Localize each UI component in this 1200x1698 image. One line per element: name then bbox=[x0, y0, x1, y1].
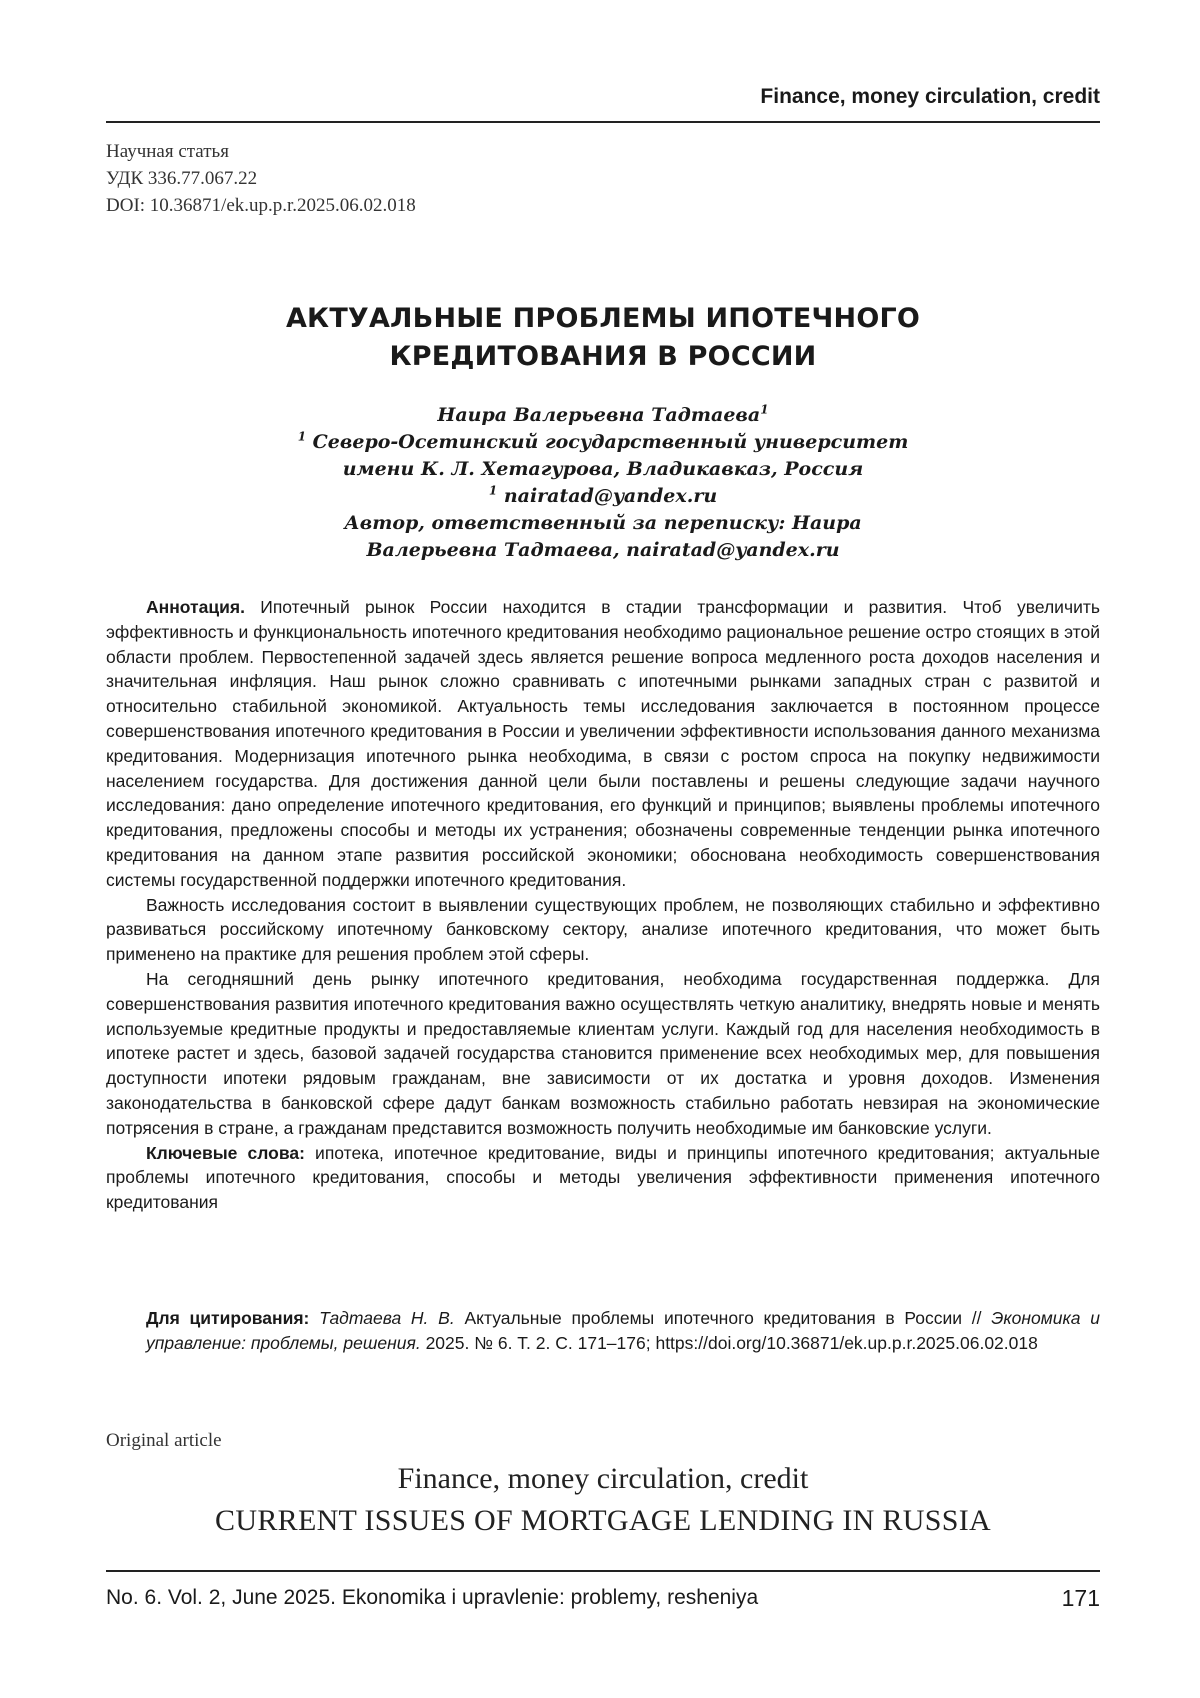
journal-page bbox=[0, 0, 1200, 1698]
article-meta bbox=[106, 138, 416, 219]
abstract-paragraph-3: На сегодняшний день рынку ипотечного кредитования, необходима государственная поддержка. Для совершенствования развития ипотечного кредитования важно осуществлять четкую аналитику, внедрять новые и менять используемые кредитные продукты и предоставляемые клиентам услуги. Каждый год для населения необходимость в ипотеке растет и здесь, базовой задачей государства становится применение всех необходимых мер, для повышения доступности ипотеки рядовым гражданам, вне зависимости от их достатка и уровня доходов. Изменения законодательства в банковской сфере дадут банкам возможность стабильно работать невзирая на экономические потрясения в стране, а гражданам представится возможность получить необходимые им банковские услуги. bbox=[106, 967, 1100, 1141]
citation-details: 2025. № 6. Т. 2. С. 171–176; https://doi.org/10.36871/ek.up.p.r.2025.06.02.018 bbox=[426, 1333, 1038, 1353]
header-rule bbox=[106, 121, 1100, 123]
citation-journal: Экономика и управление: проблемы, решения. bbox=[146, 1308, 1100, 1353]
keywords-text: ипотека, ипотечное кредитование, виды и принципы ипотечного кредитования; актуальные проблемы ипотечного кредитования, способы и методы увеличения эффективности применения ипотечного кредитования bbox=[106, 1143, 1100, 1213]
english-rubric: Finance, money circulation, credit bbox=[106, 1460, 1100, 1498]
citation-block bbox=[146, 1306, 1100, 1356]
abstract-paragraph-2: Важность исследования состоит в выявлении существующих проблем, не позволяющих стабильно и эффективно развиваться российскому ипотечному банковскому сектору, анализе ипотечного кредитования, что может быть применено на практике для решения проблем этой сферы. bbox=[106, 893, 1100, 967]
author-name: Наира Валерьевна Тадтаева bbox=[437, 404, 760, 426]
affiliation-line-2: имени К. Л. Хетагурова, Владикавказ, Россия bbox=[106, 456, 1100, 483]
keywords-label: Ключевые слова: bbox=[146, 1143, 305, 1163]
correspondence-line-1: Автор, ответственный за переписку: Наира bbox=[106, 510, 1100, 537]
affiliation-line-1 bbox=[106, 429, 1100, 456]
title-line-2: КРЕДИТОВАНИЯ В РОССИИ bbox=[106, 338, 1100, 376]
citation-label: Для цитирования: bbox=[146, 1308, 309, 1328]
page-number: 171 bbox=[1062, 1584, 1100, 1612]
author-name-line bbox=[106, 402, 1100, 429]
author-sup: 1 bbox=[760, 403, 768, 417]
article-title-ru bbox=[106, 300, 1100, 376]
citation-author: Тадтаева Н. В. bbox=[319, 1308, 455, 1328]
keywords-paragraph bbox=[106, 1141, 1100, 1215]
author-email[interactable]: nairatad@yandex.ru bbox=[504, 485, 717, 507]
running-header: Finance, money circulation, credit bbox=[106, 84, 1100, 110]
footer-journal-info: No. 6. Vol. 2, June 2025. Ekonomika i upravlenie: problemy, resheniya bbox=[106, 1584, 758, 1612]
affiliation-sup: 1 bbox=[298, 430, 306, 444]
footer-rule bbox=[106, 1570, 1100, 1572]
title-line-1: АКТУАЛЬНЫЕ ПРОБЛЕМЫ ИПОТЕЧНОГО bbox=[106, 300, 1100, 338]
abstract-label: Аннотация. bbox=[146, 597, 245, 617]
article-title-en: CURRENT ISSUES OF MORTGAGE LENDING IN RUSSIA bbox=[106, 1502, 1100, 1540]
doi[interactable]: DOI: 10.36871/ek.up.p.r.2025.06.02.018 bbox=[106, 192, 416, 219]
udc-code: УДК 336.77.067.22 bbox=[106, 165, 416, 192]
abstract-text-1: Ипотечный рынок России находится в стадии трансформации и развития. Чтоб увеличить эффективность и функциональность ипотечного кредитования необходимо рациональное решение остро стоящих в этой области проблем. Первостепенной задачей здесь является решение вопроса медленного роста доходов населения и значительная инфляция. Наш рынок сложно сравнивать с ипотечными рынками западных стран с развитой и относительно стабильной экономикой. Актуальность темы исследования заключается в постоянном процессе совершенствования ипотечного кредитования в России и увеличении эффективности использования данного механизма кредитования. Модернизация ипотечного рынка необходима, в связи с ростом спроса на покупку недвижимости населением государства. Для достижения данной цели были поставлены и решены следующие задачи научного исследования: дано определение ипотечного кредитования, его функций и принципов; выявлены проблемы ипотечного кредитования, предложены способы и методы их устранения; обозначены современные тенденции рынка ипотечного кредитования на данном этапе развития российской экономики; обоснована необходимость совершенствования системы государственной поддержки ипотечного кредитования. bbox=[106, 597, 1100, 890]
correspondence-line-2: Валерьевна Тадтаева, nairatad@yandex.ru bbox=[106, 537, 1100, 564]
article-type: Научная статья bbox=[106, 138, 416, 165]
citation-title: Актуальные проблемы ипотечного кредитования в России // bbox=[464, 1308, 981, 1328]
email-line bbox=[106, 483, 1100, 510]
original-article-label: Original article bbox=[106, 1428, 222, 1454]
author-block bbox=[106, 402, 1100, 564]
affiliation-text-1: Северо-Осетинский государственный университет bbox=[313, 431, 909, 453]
email-sup: 1 bbox=[489, 484, 497, 498]
abstract-paragraph-1 bbox=[106, 595, 1100, 893]
abstract-section bbox=[106, 595, 1100, 1215]
